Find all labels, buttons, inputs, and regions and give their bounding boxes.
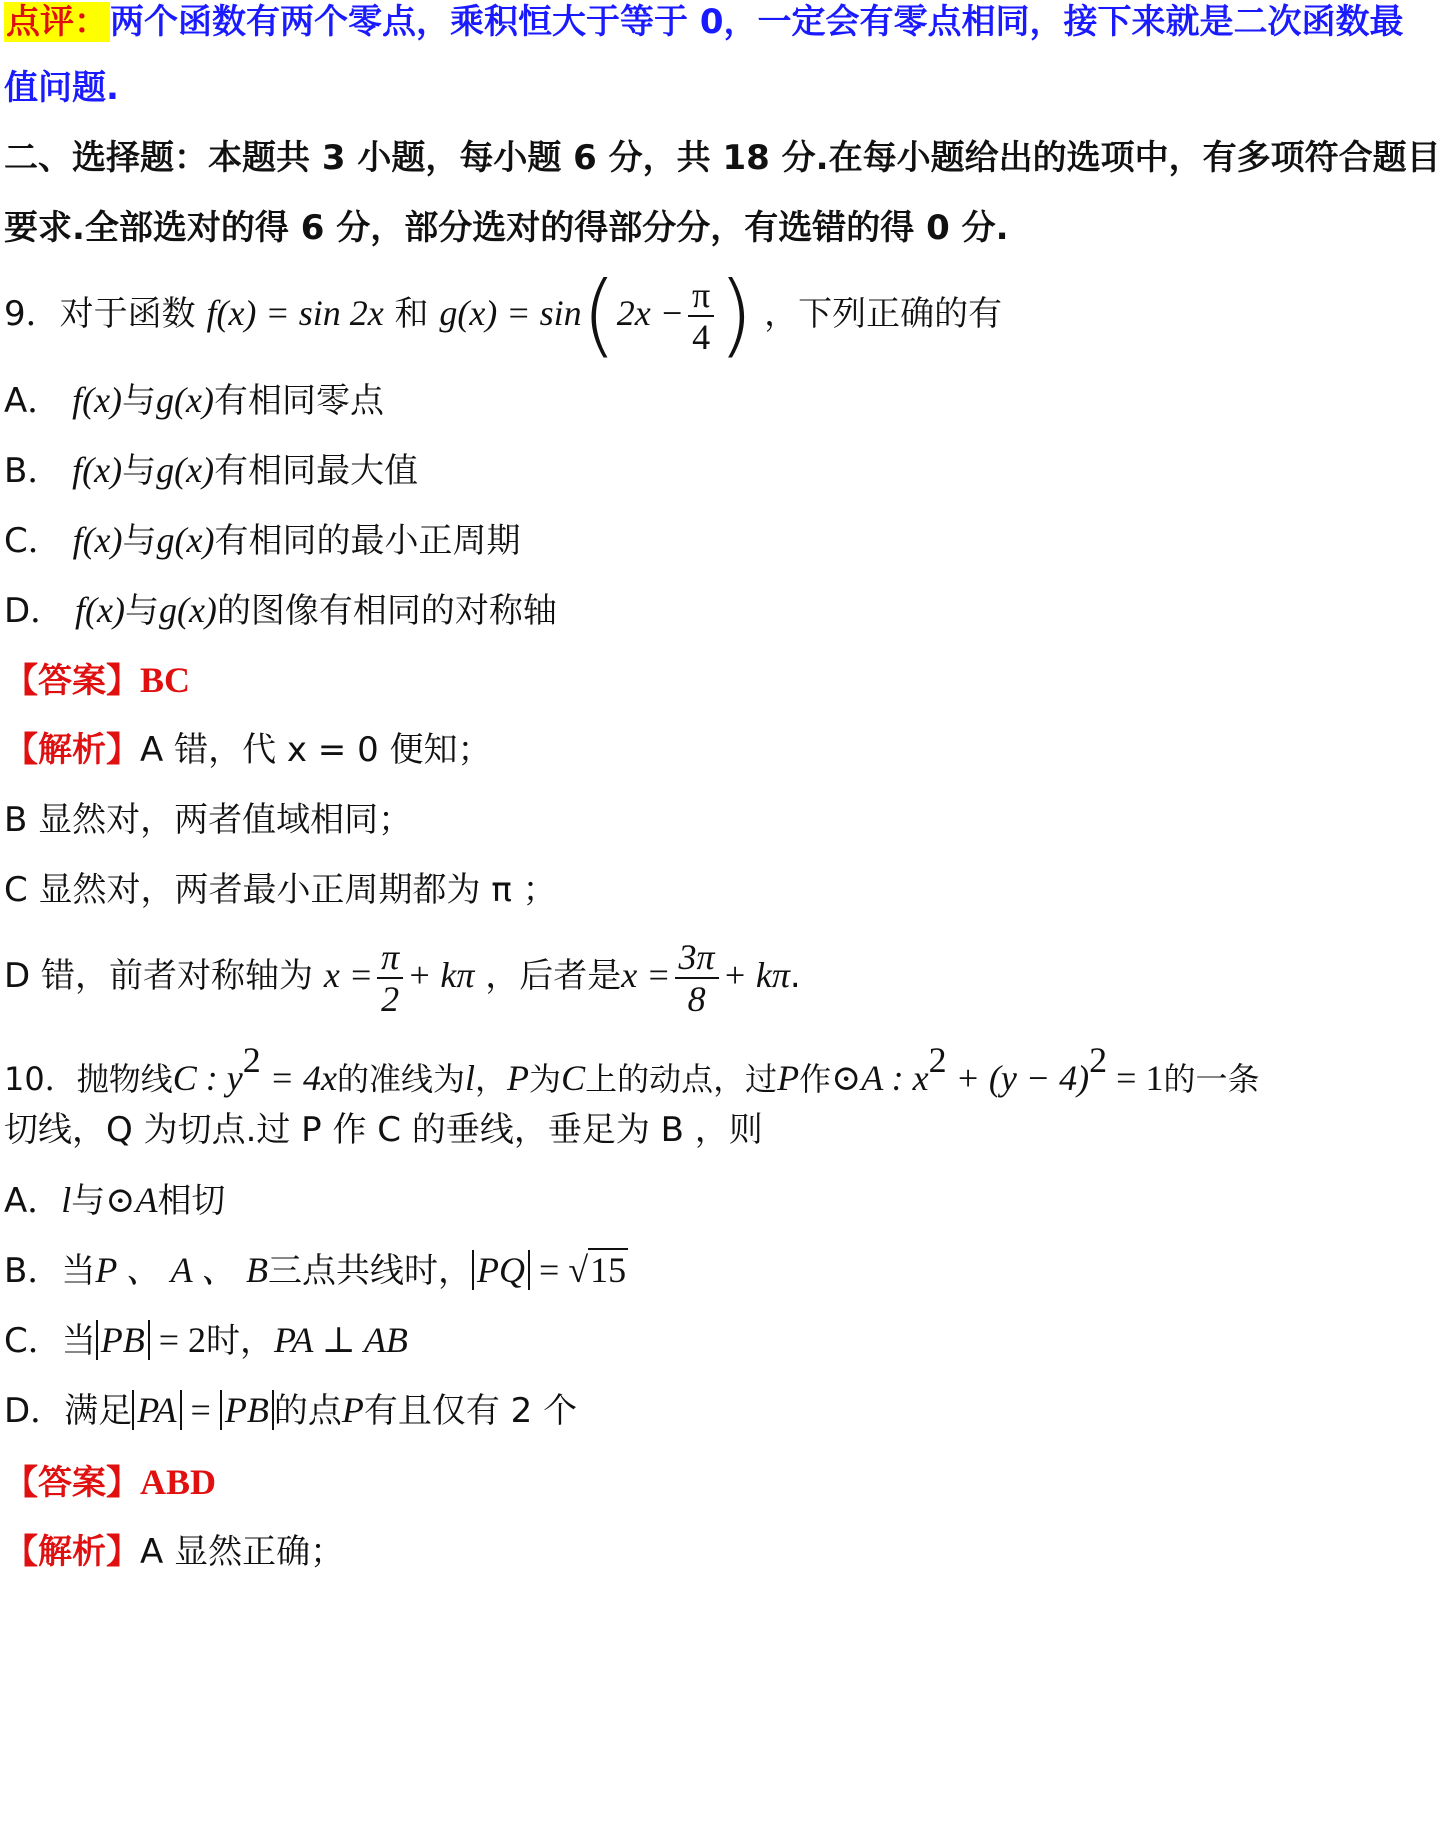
q10-l: l (465, 1058, 476, 1098)
q9-analysis-4 (4, 930, 801, 1021)
option-label: C．当 (4, 1321, 96, 1361)
q10-c: C (561, 1058, 586, 1098)
q10-wei: 为 (529, 1060, 562, 1098)
option-label: D．满足 (4, 1391, 133, 1431)
comment-line-1 (4, 0, 1404, 44)
q9-frac-num: π (688, 275, 714, 317)
q10-option-d (4, 1388, 577, 1433)
q9-analysis-2: B 显然对，两者值域相同； (4, 800, 413, 840)
option-text: 时， (206, 1321, 275, 1361)
option-math: P (341, 1390, 364, 1430)
q10-sup-2: 2 (928, 1040, 947, 1080)
q10-p2: P (777, 1058, 800, 1098)
option-eq: = (530, 1250, 569, 1290)
d-frac-2-den: 8 (687, 978, 706, 1019)
q9-g-def: g(x) = sin (439, 293, 582, 333)
option-math-2: g(x) (158, 590, 217, 630)
option-text: 与 (71, 1181, 106, 1221)
analysis-tag: 【解析】 (4, 730, 140, 770)
q10-analysis-1 (4, 1530, 344, 1574)
q9-frac-den: 4 (692, 316, 711, 357)
q9-analysis-1 (4, 728, 492, 772)
right-paren: ) (718, 262, 754, 368)
d-k2: + kπ (722, 955, 790, 995)
option-math: f(x) (75, 590, 125, 630)
q9-f-def: f(x) = sin 2x (206, 293, 384, 333)
q10-zuo: 作 (799, 1060, 832, 1098)
option-math-2: g(x) (156, 380, 215, 420)
d-frac-2-num: 3π (675, 937, 719, 979)
section-heading-2: 要求.全部选对的得 6 分，部分选对的得部分分，有选错的得 0 分. (4, 208, 1009, 248)
d-end: . (789, 956, 801, 996)
q10-a: 10．抛物线 (4, 1060, 173, 1098)
q9-arg: 2x − (616, 293, 684, 333)
q10-sup-1: 2 (242, 1040, 261, 1080)
q10-circle: ⊙A : x (831, 1058, 929, 1098)
left-paren: ( (581, 262, 617, 368)
q10-sup-3: 2 (1089, 1040, 1108, 1080)
answer-tag: 【答案】 (4, 1463, 140, 1503)
q10-answer (4, 1460, 216, 1505)
d-frac-1 (377, 937, 403, 1019)
option-math: l (61, 1180, 72, 1220)
sqrt-symbol: √15 (568, 1250, 627, 1290)
q10-option-c (4, 1318, 408, 1363)
q9-analysis-3: C 显然对，两者最小正周期都为 π ； (4, 870, 557, 910)
d-frac-2 (675, 937, 719, 1019)
option-text-2: 相切 (157, 1181, 226, 1221)
option-math: PA ⊥ AB (274, 1320, 408, 1360)
section-heading-1: 二、选择题：本题共 3 小题，每小题 6 分，共 18 分.在每小题给出的选项中，有多项符合题目 (4, 138, 1441, 178)
q10-option-a (4, 1178, 225, 1223)
option-mid: 与 (124, 591, 159, 631)
option-text: 的图像有相同的对称轴 (216, 591, 557, 631)
option-math-2: g(x) (156, 450, 215, 490)
option-text: 有相同零点 (214, 381, 385, 421)
q10-d: 的准线为 (337, 1060, 466, 1098)
option-label: C． (4, 521, 62, 561)
q10-stem-1 (4, 1038, 1259, 1101)
sqrt-radicand: 15 (590, 1250, 627, 1290)
q10-j: 上的动点，过 (585, 1060, 778, 1098)
option-mid: 与 (122, 521, 157, 561)
option-abs: PB (96, 1320, 150, 1360)
option-text: 有相同最大值 (214, 451, 419, 491)
option-label: B．当 (4, 1251, 96, 1291)
q10-p: P (507, 1058, 530, 1098)
d-pre: D 错，前者对称轴为 (4, 956, 313, 996)
d-mid: ，后者是 (485, 956, 622, 996)
option-label: A． (4, 1181, 62, 1221)
d-k1: + kπ (407, 955, 475, 995)
analysis-text: A 错，代 x = 0 便知； (140, 730, 492, 770)
option-text: 的点 (273, 1391, 342, 1431)
option-math: f(x) (72, 380, 123, 420)
option-mid: 与 (122, 381, 157, 421)
option-label: A． (4, 381, 62, 421)
q10-circle-rhs: = 1 (1107, 1058, 1164, 1098)
option-label: B． (4, 451, 62, 491)
comment-tag: 点评： (6, 2, 108, 42)
q9-and: 和 (394, 294, 429, 334)
q9-stem (4, 262, 1003, 368)
option-abs-1: PA (132, 1390, 181, 1430)
option-eq: = (181, 1390, 220, 1430)
q10-parabola-rhs: = 4x (260, 1058, 337, 1098)
option-math-2: g(x) (156, 520, 215, 560)
option-abs: PQ (472, 1250, 530, 1290)
option-abs-2: PB (220, 1390, 274, 1430)
option-math: f(x) (72, 450, 123, 490)
d-frac-1-den: 2 (381, 978, 400, 1019)
d-x2: x = (621, 955, 671, 995)
answer-value: BC (140, 660, 191, 700)
q10-comma: ， (475, 1060, 508, 1098)
q9-option-a (4, 378, 384, 423)
q9-option-d (4, 588, 557, 633)
q10-parabola: C : y (172, 1058, 243, 1098)
q10-stem-2: 切线，Q 为切点.过 P 作 C 的垂线，垂足为 B ，则 (4, 1110, 763, 1150)
q10-p-end: 的一条 (1163, 1060, 1260, 1098)
q10-circle-mid: + (y − 4) (946, 1058, 1090, 1098)
q9-option-c (4, 518, 521, 563)
q9-option-b (4, 448, 418, 493)
analysis-text: A 显然正确； (140, 1532, 345, 1572)
comment-line-2: 值问题. (4, 68, 119, 108)
option-mid: 与 (122, 451, 157, 491)
answer-tag: 【答案】 (4, 661, 140, 701)
d-x1: x = (323, 955, 374, 995)
q9-suffix: ，下列正确的有 (764, 294, 1003, 334)
comment-text-1: 两个函数有两个零点，乘积恒大于等于 0，一定会有零点相同，接下来就是二次函数最 (110, 2, 1404, 42)
analysis-tag: 【解析】 (4, 1532, 140, 1572)
q9-fraction (688, 275, 714, 357)
option-eq: = 2 (149, 1320, 207, 1360)
q10-option-b (4, 1248, 628, 1293)
option-math: f(x) (72, 520, 123, 560)
q9-answer (4, 658, 190, 703)
option-text: 三点共线时， (268, 1251, 472, 1291)
option-text: 有相同的最小正周期 (214, 521, 521, 561)
option-math-2: ⊙A (105, 1180, 158, 1220)
answer-value: ABD (140, 1462, 217, 1502)
d-frac-1-num: π (377, 937, 403, 979)
option-text-2: 有且仅有 2 个 (363, 1391, 578, 1431)
option-label: D． (4, 591, 65, 631)
q9-prefix: 9．对于函数 (4, 294, 196, 334)
option-math: P 、 A 、 B (95, 1250, 268, 1290)
